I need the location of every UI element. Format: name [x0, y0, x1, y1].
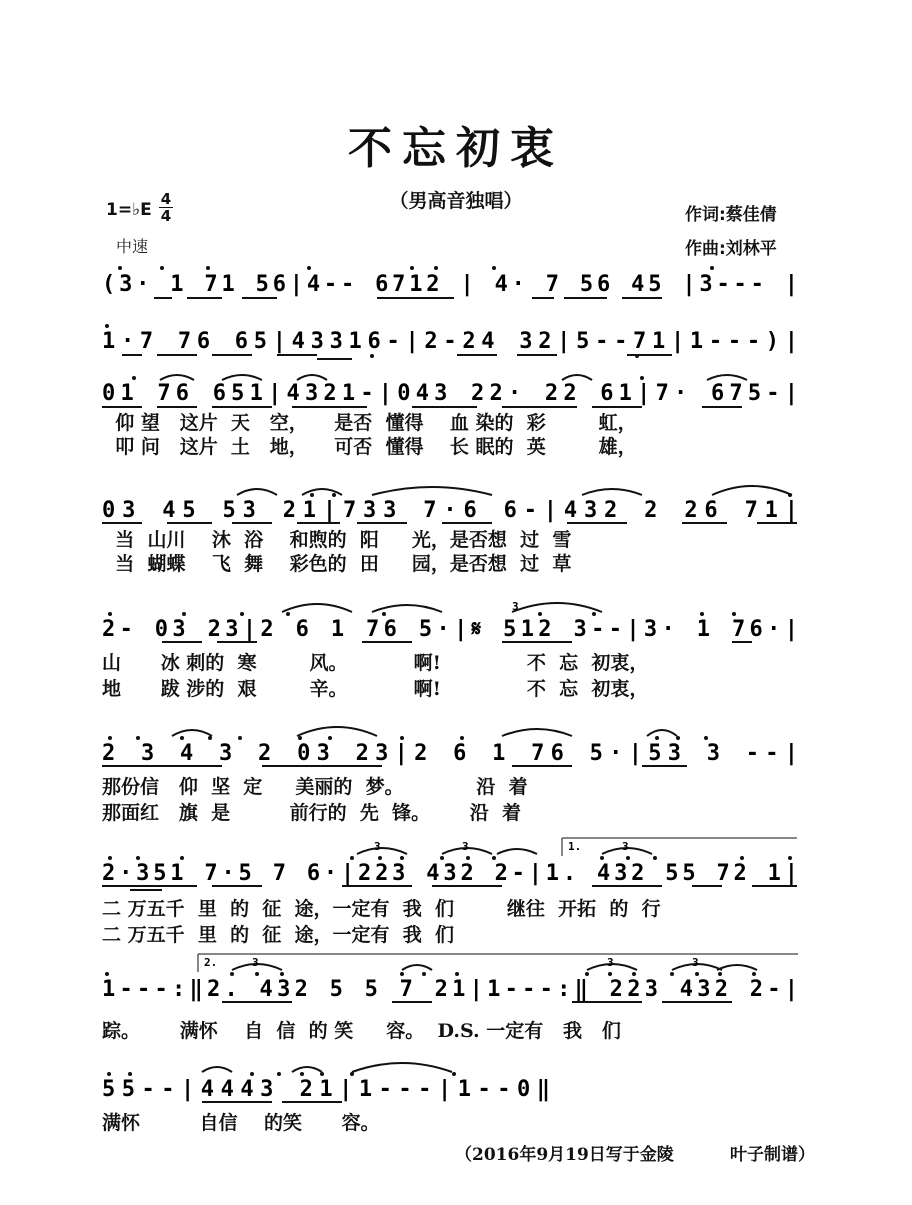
notation-text-7: 2·351 7·5 7 6·|223 432 2-|1. 432 55 72 1|	[102, 861, 798, 886]
time-signature-bottom: 4	[160, 207, 172, 225]
svg-text:3: 3	[607, 956, 614, 969]
song-subtitle: （男高音独唱）	[389, 190, 523, 212]
staff-system-5	[102, 598, 802, 698]
svg-text:3: 3	[692, 956, 699, 969]
lyric-line-7-2: 二 万五千 里 的 征 途，一定有 我 们	[102, 924, 454, 946]
notation-line-6	[102, 722, 802, 768]
lyric-line-6-2: 那面红 旗 是 前行的 先 锋。 沿 着	[102, 802, 521, 824]
song-title: 不忘初衷	[348, 123, 564, 174]
svg-text:3: 3	[374, 840, 381, 853]
time-signature-top: 4	[160, 190, 172, 208]
lyric-line-4-1: 当 山川 沐 浴 和煦的 阳 光，是否想 过 雪	[102, 529, 572, 551]
notation-text-5: 2- 03 23|2 6 1 76 5·|𝄋 512 3--|3· 1 76·|	[102, 617, 798, 642]
notation-line-2	[102, 322, 802, 366]
lyric-line-5-1: 山 冰 刺的 寒 风。 啊! 不 忘 初衷，	[102, 652, 649, 674]
key-signature: 1=♭E	[106, 200, 152, 220]
svg-text:3: 3	[512, 600, 519, 613]
notation-text-1: (3· 1 71 56|4-- 6712 | 4· 7 56 45 |3--- |	[102, 272, 798, 297]
notation-line-7	[102, 836, 802, 892]
lyric-line-7-1: 二 万五千 里 的 征 途，一定有 我 们 继往 开拓 的 行	[102, 898, 661, 920]
svg-text:3: 3	[252, 956, 259, 969]
notation-line-3	[102, 370, 802, 410]
engraver-credit: 叶子制谱）	[730, 1145, 815, 1165]
staff-system-4	[102, 485, 802, 581]
lyric-line-3-1: 仰 望 这片 天 空， 是否 懂得 血 染的 彩 虹，	[102, 412, 637, 434]
time-signature	[158, 191, 174, 224]
notation-line-1	[102, 262, 802, 306]
notation-line-4	[102, 485, 802, 527]
tempo-marking: 中速	[116, 237, 149, 256]
notation-line-9	[102, 1062, 562, 1106]
lyricist-credit: 作词:蔡佳倩	[685, 205, 777, 225]
lyric-line-3-2: 叩 问 这片 土 地， 可否 懂得 长 眠的 英 雄，	[102, 436, 637, 458]
lyric-line-5-2: 地 跋 涉的 艰 辛。 啊! 不 忘 初衷，	[102, 678, 649, 700]
notation-line-8	[102, 952, 802, 1008]
lyric-line-6-1: 那份信 仰 坚 定 美丽的 梦。 沿 着	[102, 776, 528, 798]
staff-system-2	[102, 322, 802, 366]
svg-text:3: 3	[462, 840, 469, 853]
staff-system-9	[102, 1062, 802, 1134]
notation-text-6: 2 3 4 3 2 03 23|2 6 1 76 5·|53 3 --|	[102, 741, 798, 766]
staff-system-7	[102, 836, 802, 944]
notation-text-2: 1·7 76 65|43316-|2-24 32|5--71|1---)|	[102, 329, 798, 354]
staff-system-6	[102, 722, 802, 822]
notation-text-4: 03 45 53 21|733 7·6 6-|432 2 26 71|	[102, 498, 799, 523]
composition-note: （2016年9月19日写于金陵	[455, 1145, 674, 1165]
svg-text:3: 3	[622, 840, 629, 853]
notation-text-8: 1---:‖2. 432 5 5 7 21|1---:‖ 223 432 2-|	[102, 977, 798, 1002]
staff-system-3	[102, 370, 802, 466]
composer-credit: 作曲:刘林平	[685, 239, 777, 259]
lyric-line-4-2: 当 蝴蝶 飞 舞 彩色的 田 园，是否想 过 草	[102, 553, 572, 575]
svg-text:1.: 1.	[568, 840, 582, 853]
svg-text:2.: 2.	[204, 956, 218, 969]
notation-text-3: 01 76 651|4321-|043 22· 22 61|7· 675-|	[102, 381, 798, 406]
staff-system-8	[102, 952, 802, 1044]
lyric-line-9-1: 满怀 自信 的笑 容。	[102, 1112, 380, 1134]
notation-text-9: 55--|4443 21|1---|1--0‖	[102, 1077, 550, 1102]
notation-line-5	[102, 598, 802, 644]
lyric-line-8-1: 踪。 满怀 自 信 的 笑 容。 D.S. 一定有 我 们	[102, 1020, 621, 1042]
staff-system-1	[102, 262, 802, 306]
